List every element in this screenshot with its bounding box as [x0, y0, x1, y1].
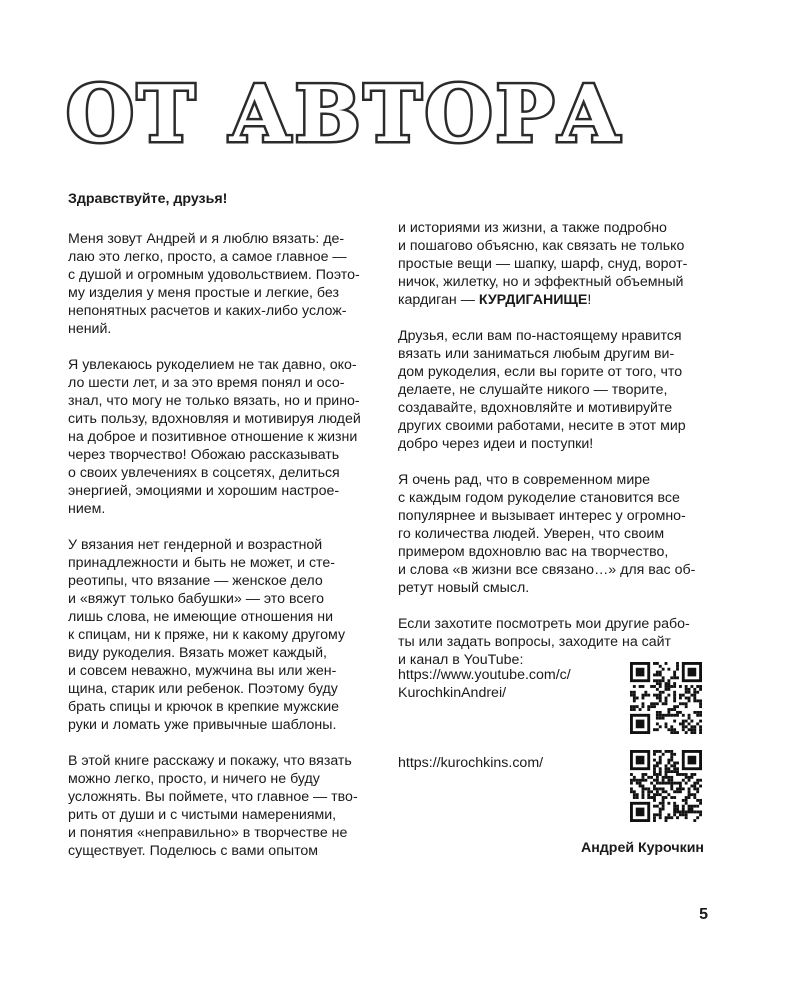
text-line: делаете, не слушайте никого — творите,: [398, 382, 668, 398]
text-line: и понятия «неправильно» в творчестве не: [68, 825, 348, 841]
page-title: ОТ АВТОРА: [66, 69, 624, 160]
paragraph: [398, 615, 718, 669]
text-line: реотипы, что вязание — женское дело: [68, 573, 323, 589]
page-number: 5: [699, 906, 708, 923]
greeting: Здравствуйте, друзья!: [68, 191, 228, 207]
text-line: виду рукоделия. Вязать может каждый,: [68, 645, 327, 661]
text-line: Я очень рад, что в современном мире: [398, 472, 651, 488]
text-line: дом рукоделия, если вы горите от того, что: [398, 364, 683, 380]
paragraph: [398, 327, 718, 453]
text-line: других своими работами, несите в этот мир: [398, 418, 686, 434]
text-line: ничок, жилетку, но и эффектный объемный: [398, 274, 684, 290]
paragraph: [68, 536, 373, 734]
text-line: нием.: [68, 501, 106, 517]
text-line: и историями из жизни, а также подробно: [398, 220, 667, 236]
text-line: добро через идеи и поступки!: [398, 436, 594, 452]
text-line: знал, что могу не только вязать, но и прино-: [68, 393, 360, 409]
text-line: го количества людей. Уверен, что своим: [398, 526, 665, 542]
text-line: Я увлекаюсь рукоделием не так давно, око-: [68, 357, 357, 373]
text-line: и слова «в жизни все связано…» для вас об-: [398, 562, 696, 578]
text-line: энергией, эмоциями и хорошим настрое-: [68, 483, 340, 499]
text-line: рить от души и с чистыми намерениями,: [68, 807, 337, 823]
text-line: примером вдохновлю вас на творчество,: [398, 544, 669, 560]
paragraph: [398, 471, 718, 597]
text-line: лишь слова, не имеющие отношения ни: [68, 609, 334, 625]
text-line: Если захотите посмотреть мои другие рабо-: [398, 616, 690, 632]
text-line: ты или задать вопросы, заходите на сайт: [398, 634, 672, 650]
text-line: создавайте, вдохновляйте и мотивируйте: [398, 400, 673, 416]
text-line: и совсем неважно, мужчина вы или жен-: [68, 663, 337, 679]
left-column: [68, 190, 373, 878]
text-line: У вязания нет гендерной и возрастной: [68, 537, 323, 553]
text-line: с каждым годом рукоделие становится все: [398, 490, 680, 506]
qr-code-icon: [630, 662, 702, 734]
text-line: [398, 291, 718, 309]
paragraph: [68, 230, 373, 338]
text-line: лаю это легко, просто, а самое главное —: [68, 249, 347, 265]
text-line: сить пользу, вдохновляя и мотивируя людей: [68, 411, 361, 427]
author-signature: Андрей Курочкин: [580, 840, 704, 856]
paragraph: [398, 219, 718, 309]
text-line: и «вяжут только бабушки» — это всего: [68, 591, 325, 607]
right-column: [398, 219, 718, 687]
text-line: можно легко, просто, и ничего не буду: [68, 771, 320, 787]
text-fragment: кардиган —: [398, 292, 479, 308]
site-link[interactable]: [398, 754, 543, 772]
youtube-link-line-2[interactable]: KurochkinAndrei/: [398, 685, 507, 701]
text-line: ло шести лет, и за это время понял и осо-: [68, 375, 345, 391]
text-line: о своих увлечениях в соцсетях, делиться: [68, 465, 340, 481]
qr-code-icon: [630, 750, 702, 822]
text-line: му изделия у меня простые и легкие, без: [68, 285, 339, 301]
paragraph: [68, 752, 373, 860]
text-line: усложнять. Вы поймете, что главное — тво-: [68, 789, 358, 805]
text-line: Друзья, если вам по-настоящему нравится: [398, 328, 682, 344]
text-line: Меня зовут Андрей и я люблю вязать: де-: [68, 231, 345, 247]
text-fragment: !: [587, 292, 592, 308]
text-line: с душой и огромным удовольствием. Поэто-: [68, 267, 360, 283]
text-line: простые вещи — шапку, шарф, снуд, ворот-: [398, 256, 688, 272]
text-line: ретут новый смысл.: [398, 580, 530, 596]
youtube-link-line-1[interactable]: https://www.youtube.com/c/: [398, 667, 571, 683]
text-line: и пошагово объясню, как связать не только: [398, 238, 685, 254]
left-paragraphs: [68, 230, 373, 860]
text-line: В этой книге расскажу и покажу, что вязать: [68, 753, 352, 769]
paragraph: [68, 356, 373, 518]
text-line: нений.: [68, 321, 112, 337]
text-line: щина, старик или ребенок. Поэтому буду: [68, 681, 338, 697]
emphasis-text: КУРДИГАНИЩЕ: [478, 292, 588, 308]
text-line: через творчество! Обожаю рассказывать: [68, 447, 340, 463]
youtube-link[interactable]: [398, 666, 571, 702]
site-link-text[interactable]: https://kurochkins.com/: [398, 755, 544, 771]
text-line: и канал в YouTube:: [398, 652, 524, 668]
text-line: популярнее и вызывает интерес у огромно-: [398, 508, 686, 524]
right-paragraphs: [398, 219, 718, 669]
text-line: существует. Поделюсь с вами опытом: [68, 843, 319, 859]
text-line: непонятных расчетов и каких-либо услож-: [68, 303, 347, 319]
text-line: на доброе и позитивное отношение к жизни: [68, 429, 358, 445]
text-line: брать спицы и крючок в крепкие мужские: [68, 699, 340, 715]
text-line: принадлежности и быть не может, и сте-: [68, 555, 335, 571]
text-line: руки и ломать уже привычные шаблоны.: [68, 717, 337, 733]
text-line: вязать или заниматься любым другим ви-: [398, 346, 675, 362]
text-line: к спицам, ни к пряже, ни к какому другому: [68, 627, 346, 643]
